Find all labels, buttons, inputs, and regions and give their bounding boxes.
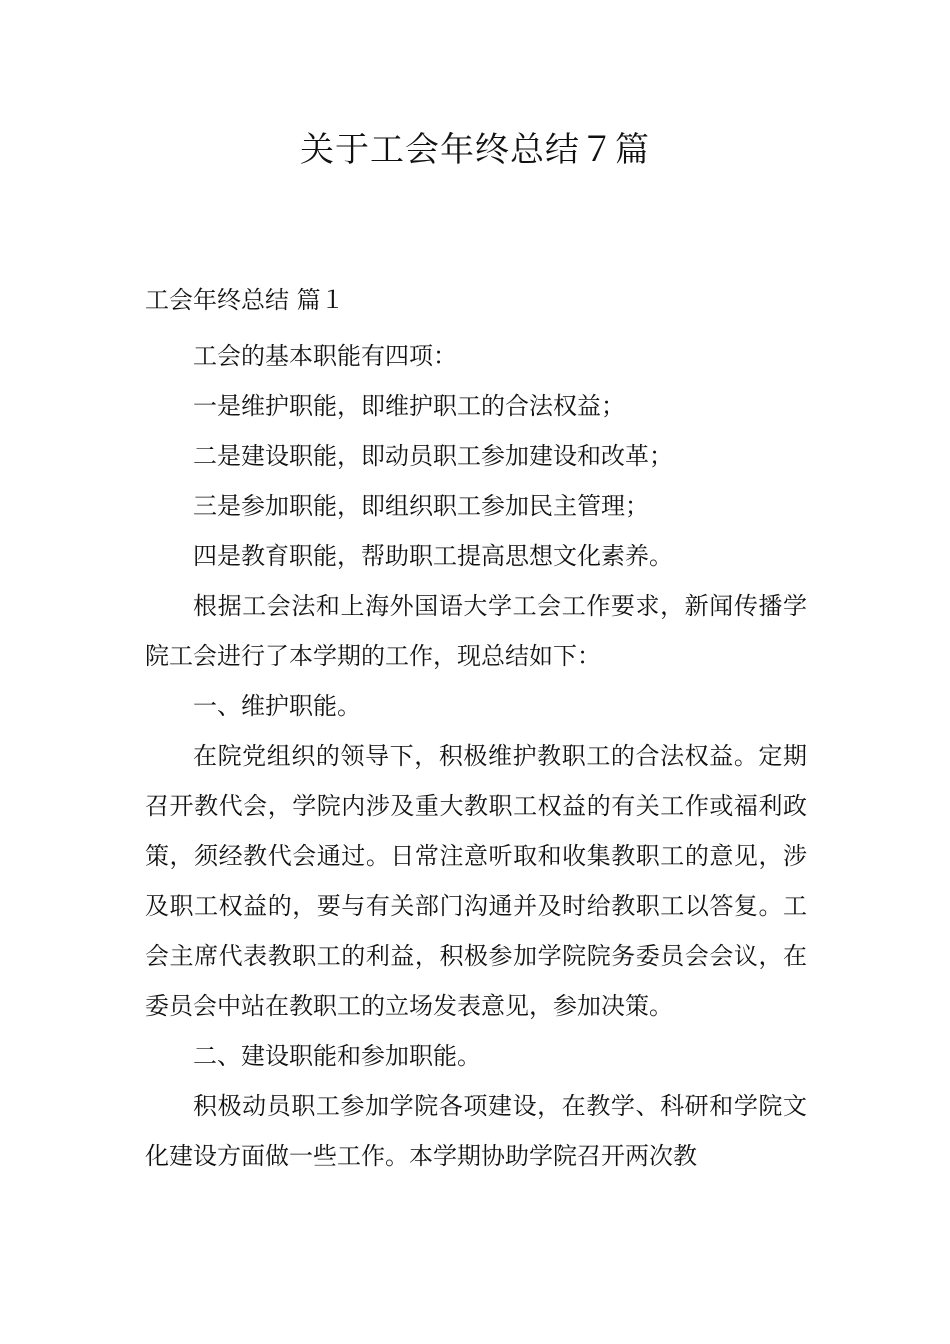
paragraph: 二、建设职能和参加职能。 — [193, 1042, 481, 1070]
document-title: 关于工会年终总结７篇 — [300, 130, 650, 170]
paragraph: 四是教育职能，帮助职工提高思想文化素养。 — [193, 542, 673, 570]
paragraph: 在院党组织的领导下，积极维护教职工的合法权益。定期召开教代会，学院内涉及重大教职工权益的有关工作或福利政策，须经教代会通过。日常注意听取和收集教职工的意见，涉及职工权益的，要与有关部门沟通并及时给教职工以答复。工会主席代表教职工的利益，积极参加学院院务委员会会议，在委员会中站在教职工的立场发表意见，参加决策。 — [145, 742, 807, 1020]
section-heading: 工会年终总结 篇１ — [145, 286, 345, 314]
paragraph: 一、维护职能。 — [193, 692, 361, 720]
paragraph: 一是维护职能，即维护职工的合法权益； — [193, 392, 625, 420]
paragraph: 根据工会法和上海外国语大学工会工作要求，新闻传播学院工会进行了本学期的工作，现总结如下： — [145, 592, 807, 670]
document-body — [145, 331, 807, 1181]
paragraph: 积极动员职工参加学院各项建设，在教学、科研和学院文化建设方面做一些工作。本学期协助学院召开两次教 — [145, 1092, 807, 1170]
paragraph: 工会的基本职能有四项： — [193, 342, 457, 370]
paragraph: 三是参加职能，即组织职工参加民主管理； — [193, 492, 649, 520]
paragraph: 二是建设职能，即动员职工参加建设和改革； — [193, 442, 673, 470]
